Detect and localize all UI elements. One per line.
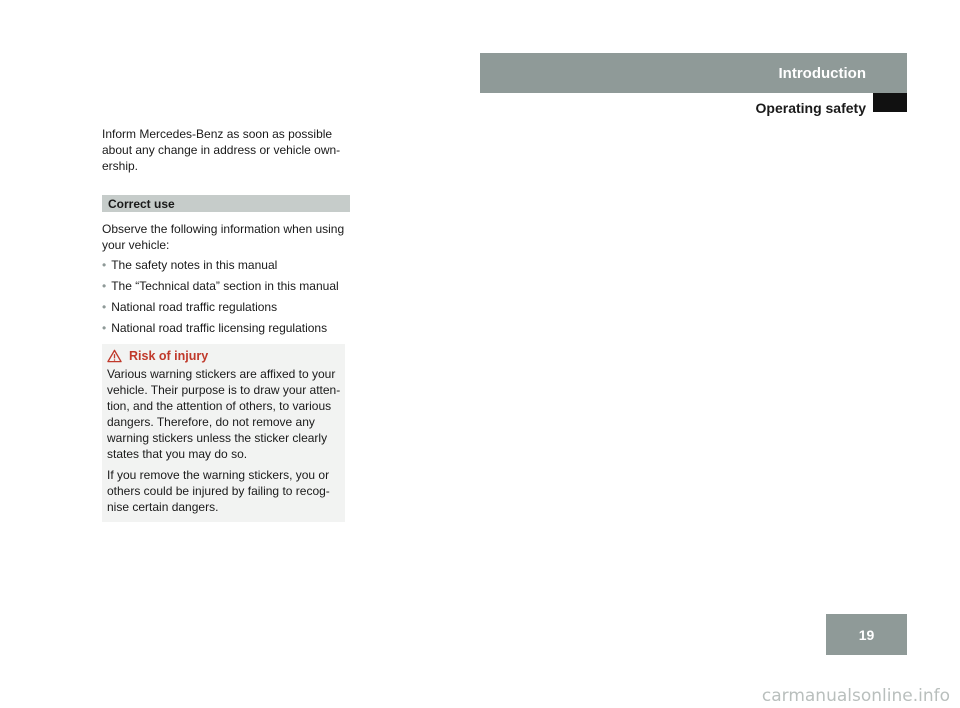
warning-title: Risk of injury [129, 349, 209, 363]
warning-box [102, 344, 345, 522]
warning-paragraph: If you remove the warning stickers, you or others could be injured by failing to recog-nise certain dangers. [107, 468, 330, 514]
bullet-icon: • [102, 279, 107, 293]
bullet-list [102, 257, 348, 336]
list-item [102, 278, 348, 294]
list-item-text: National road traffic licensing regulations [111, 321, 328, 335]
list-item-text: The safety notes in this manual [111, 258, 278, 272]
intro-paragraph: Inform Mercedes-Benz as soon as possible about any change in address or vehicle own-ership. [102, 127, 341, 173]
list-item [102, 299, 348, 315]
chapter-title: Introduction [778, 64, 866, 82]
bullet-icon: • [102, 300, 107, 314]
section-title: Operating safety [755, 100, 866, 116]
list-item [102, 257, 348, 273]
bullet-icon: • [102, 321, 107, 335]
list-item-text: National road traffic regulations [111, 300, 278, 314]
chapter-tab-marker [873, 93, 907, 112]
bullet-icon: • [102, 258, 107, 272]
section-heading: Correct use [102, 195, 350, 212]
chapter-header [480, 53, 907, 93]
warning-header [107, 348, 341, 364]
section-intro: Observe the following information when using your vehicle: [102, 222, 345, 252]
warning-triangle-icon [107, 349, 122, 363]
watermark: carmanualsonline.info [761, 686, 950, 706]
list-item [102, 320, 348, 336]
page-number: 19 [826, 614, 907, 655]
warning-paragraph: Various warning stickers are affixed to your vehicle. Their purpose is to draw your atten-tion, and the attention of others, to various dangers. Therefore, do not remove any warning stickers unless the sticker clearly states that you may do so. [107, 367, 341, 461]
list-item-text: The “Technical data” section in this manual [111, 279, 339, 293]
main-column [102, 126, 348, 522]
